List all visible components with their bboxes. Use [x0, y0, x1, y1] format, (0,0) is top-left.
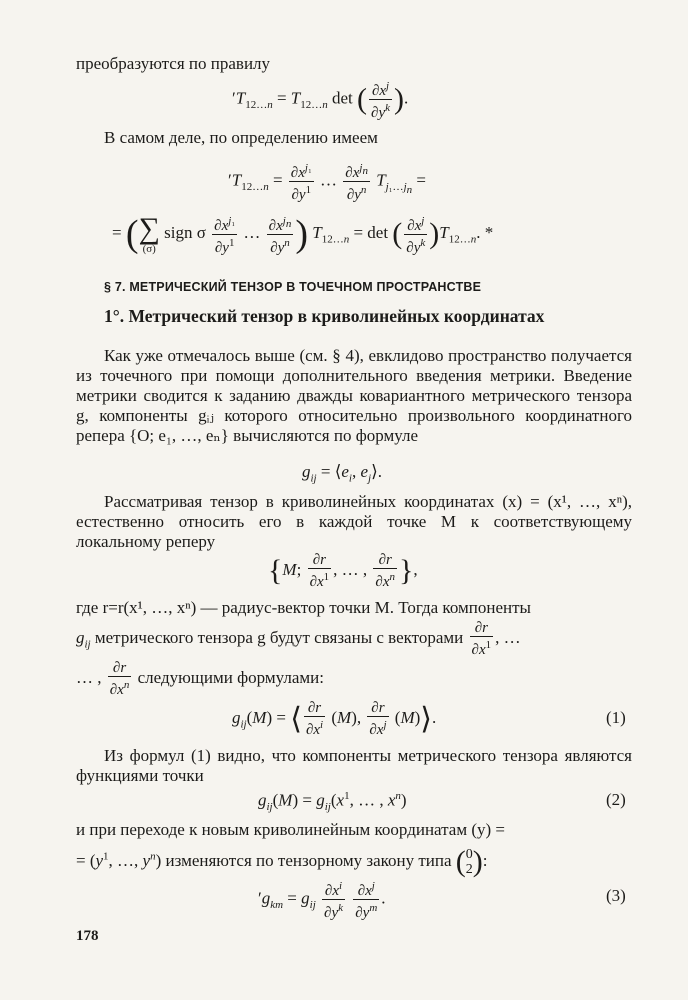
formula-eq2: $g_{ij}(M) = g_{ij}(x^1$, … , $x^n$) [258, 790, 407, 814]
text-following-formulas: … , $\frac{\partial r}{\partial x^n}$ следующими формулами: [76, 660, 324, 698]
text-line-intro: преобразуются по правилу [76, 54, 271, 73]
paragraph-point-functions: Из формул (1) видно, что компоненты метрического тензора являются функциями точки [76, 746, 632, 785]
subsection-heading: 1°. Метрический тензор в криволинейных координатах [104, 306, 545, 326]
page-number: 178 [76, 928, 99, 944]
formula-transform-rule: $'T_{12\dots n} = T_{12\dots n}$ det ( $\frac{\partial x^j}{\partial y^k}$ ). [232, 80, 409, 121]
paragraph-metric-intro: Как уже отмечалось выше (см. § 4), евклидово пространство получается из точечного при помощи дополнительного введения метрики. Введение метрики сводится к заданию дважды ковариантного метрического тензора g, компоненты gᵢⱼ которого относительно произвольного координатного репера {O; e₁, …, eₙ} вычисляются по формуле [76, 346, 632, 445]
eq2-label: (2) [606, 790, 626, 809]
paragraph-curvilinear: Рассматривая тензор в криволинейных координатах (x) = (x¹, …, xⁿ), естественно относить его в каждой точке M к соответствующему локальному реперу [76, 492, 632, 551]
text-following-label: следующими формулами: [137, 667, 324, 687]
text-metric-vectors-label: метрического тензора g будут связаны с векторами [94, 627, 464, 647]
formula-metric-components: $g_{ij}$ = $⟨e_i$, $e_j⟩$. [302, 462, 382, 485]
text-tensor-law-label: изменяются по тензорному закону типа [165, 850, 452, 870]
formula-definition-2: = ( ∑ (σ) sign σ $\frac{\partial x^{j_1}}{\partial y^1}$ … $\frac{\partial x^{j_n}}{\partial y^n}$ ) $T_{12\dots n} = \det$ ( $\frac{\partial x^j}{\partial y^k}$ )$T_{12\dots n}$. * [112, 212, 494, 256]
formula-definition-1: $'T_{12\dots n}$ = $\frac{\partial x^{j_1}}{\partial y^1}$ … $\frac{\partial x^{j_n}}{\partial y^n}$ $T_{j_1\dots j_n}$ = [228, 162, 426, 203]
text-metric-vectors: $g_{ij}$ метрического тензора g будут связаны с векторами $\frac{\partial r}{\partial x^1}$ , … [76, 620, 521, 658]
section-heading: § 7. МЕТРИЧЕСКИЙ ТЕНЗОР В ТОЧЕЧНОМ ПРОСТРАНСТВЕ [104, 280, 482, 294]
formula-eq3: $'g_{km} = g_{ij}$ $\frac{\partial x^i}{\partial y^k}$ $\frac{\partial x^j}{\partial y^m}$ . [258, 880, 386, 921]
text-line-proof: В самом деле, по определению имеем [104, 128, 378, 147]
eq3-label: (3) [606, 886, 626, 905]
formula-local-frame: {M; $\frac{\partial r}{\partial x^1}$ , … , $\frac{\partial r}{\partial x^n}$ }, [268, 552, 418, 590]
text-new-coordinates: и при переходе к новым криволинейным координатам (y) = [76, 820, 505, 839]
eq1-label: (1) [606, 708, 626, 727]
formula-eq1: $g_{ij}(M)$ = ⟨ $\frac{\partial r}{\partial x^i}$ (M), $\frac{\partial r}{\partial x^j}$ (M)⟩. [232, 700, 437, 738]
text-tensor-law: = ($y^1$, …, $y^n$) изменяются по тензорному закону типа (0 2): [76, 845, 488, 878]
text-radius-vector: где r=r(x¹, …, xⁿ) — радиус-вектор точки M. Тогда компоненты [76, 598, 531, 617]
